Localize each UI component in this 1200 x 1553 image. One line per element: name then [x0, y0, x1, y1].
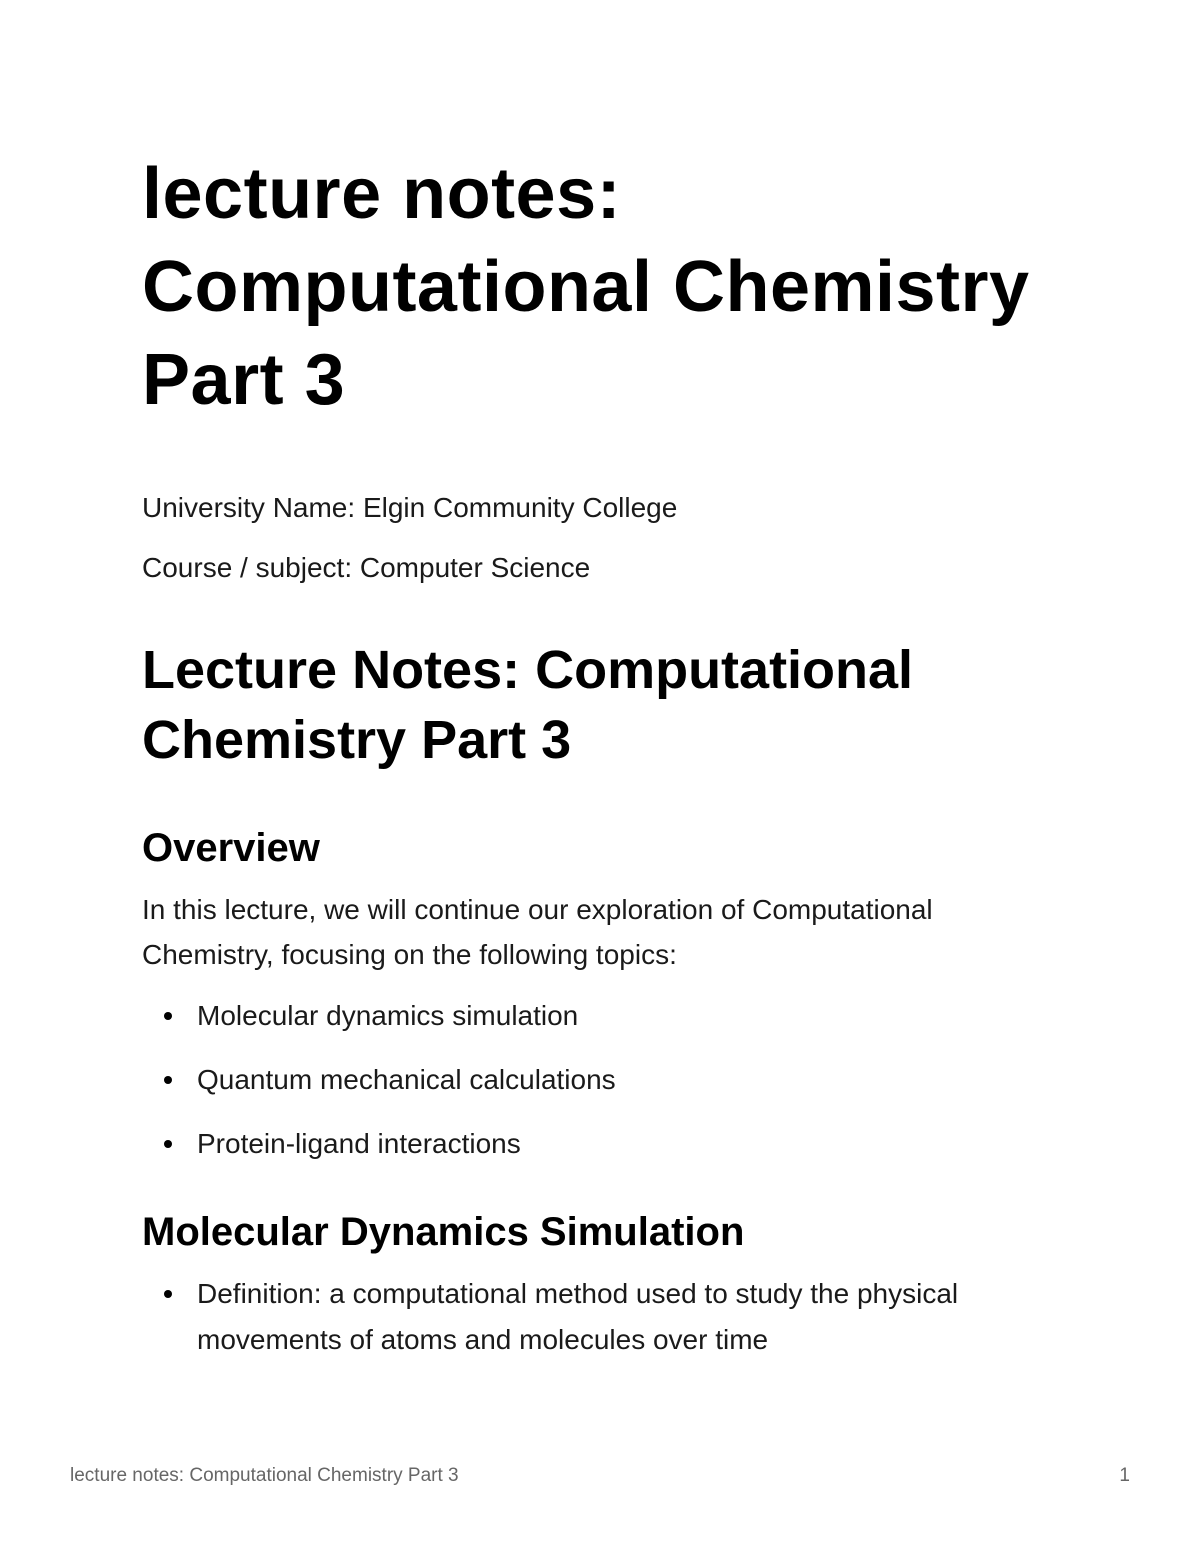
document-title-line-2: Computational Chemistry	[142, 247, 1030, 327]
overview-paragraph-line-1: In this lecture, we will continue our exploration of Computational	[142, 894, 933, 925]
page-footer	[70, 1464, 1130, 1488]
overview-heading: Overview	[142, 826, 320, 870]
university-line: University Name: Elgin Community College	[142, 492, 678, 523]
list-item	[142, 1271, 1037, 1363]
md-section-heading: Molecular Dynamics Simulation	[142, 1210, 745, 1254]
document-content	[142, 148, 1102, 1381]
page-number: 1	[1119, 1465, 1130, 1486]
bullet-icon	[164, 1012, 172, 1020]
main-heading-line-1: Lecture Notes: Computational	[142, 640, 914, 700]
document-meta	[142, 491, 1102, 585]
list-item-text: Molecular dynamics simulation	[197, 1000, 579, 1031]
document-title-line-1: lecture notes:	[142, 154, 622, 234]
definition-line-1: Definition: a computational method used to study the physical	[197, 1278, 959, 1309]
list-item-text: Quantum mechanical calculations	[197, 1064, 616, 1095]
md-section-list	[142, 1271, 1102, 1363]
overview-paragraph-line-2: Chemistry, focusing on the following topics:	[142, 939, 677, 970]
bullet-icon	[164, 1076, 172, 1084]
bullet-icon	[164, 1290, 172, 1298]
footer-title: lecture notes: Computational Chemistry Part 3	[70, 1465, 459, 1486]
bullet-icon	[164, 1140, 172, 1148]
list-item	[142, 1057, 1102, 1103]
main-heading	[142, 635, 1102, 775]
list-item	[142, 1121, 1102, 1167]
list-item-text: Protein-ligand interactions	[197, 1128, 521, 1159]
list-item	[142, 993, 1102, 1039]
overview-paragraph	[142, 887, 1042, 977]
topics-list	[142, 993, 1102, 1167]
definition-line-2: movements of atoms and molecules over time	[197, 1324, 769, 1355]
document-title	[142, 148, 1102, 427]
main-heading-line-2: Chemistry Part 3	[142, 710, 572, 770]
document-title-line-3: Part 3	[142, 340, 346, 420]
course-line: Course / subject: Computer Science	[142, 552, 591, 583]
